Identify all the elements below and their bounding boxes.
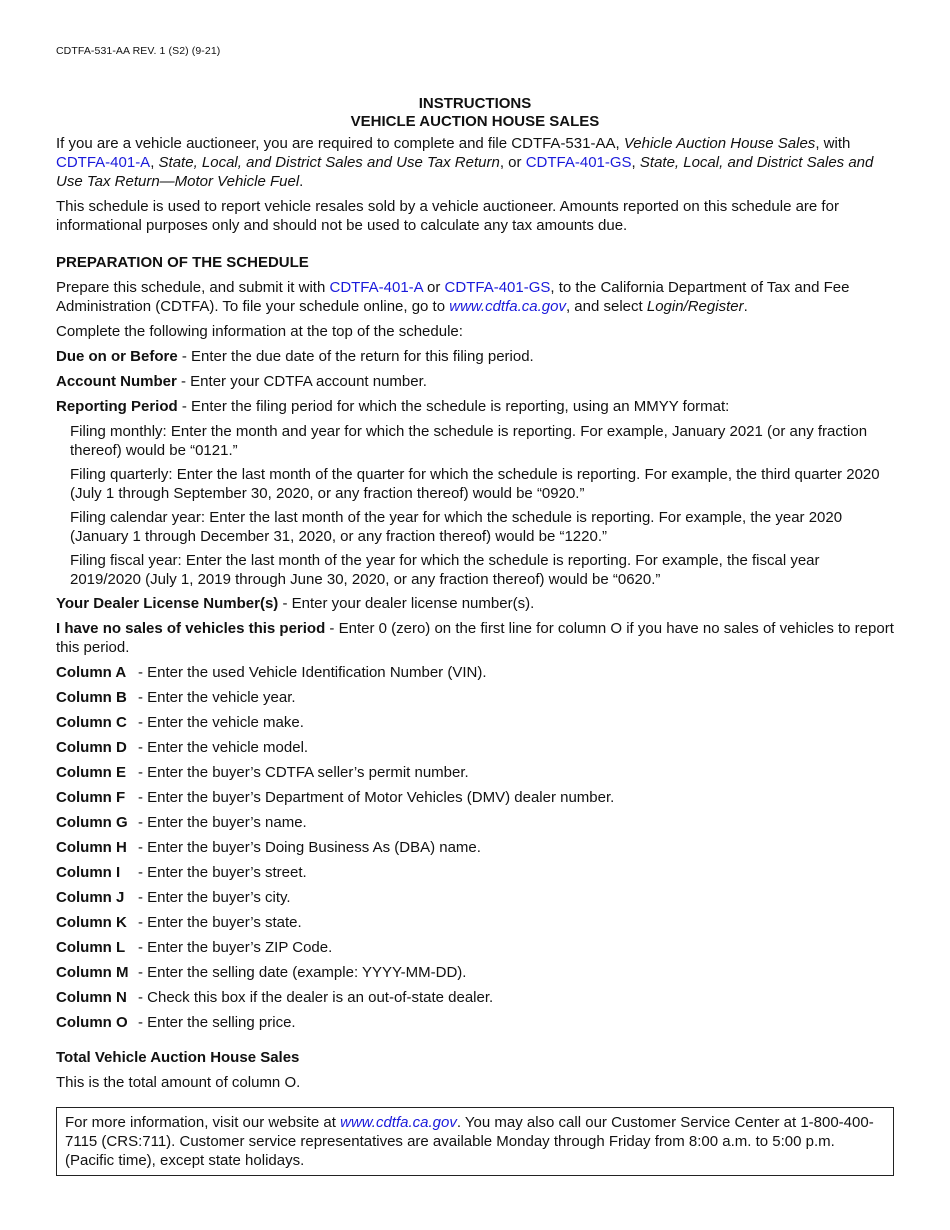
column-text: - Enter the selling price.: [138, 1014, 296, 1031]
no-sales-instruction: [56, 619, 894, 657]
reporting-period-instruction: [56, 397, 894, 416]
link-cdtfa-401-a[interactable]: CDTFA-401-A: [329, 279, 423, 296]
link-website[interactable]: www.cdtfa.ca.gov: [449, 298, 566, 315]
dealer-license-instruction: [56, 594, 894, 613]
column-instruction: [56, 988, 894, 1007]
column-text: - Enter the buyer’s Department of Motor Vehicles (DMV) dealer number.: [138, 789, 615, 806]
intro-form-title: State, Local, and District Sales and Use Tax Return—Motor Vehicle Fuel: [56, 154, 874, 190]
column-text: - Enter the buyer’s street.: [138, 864, 307, 881]
column-label: Column F: [56, 789, 126, 806]
column-instruction: [56, 813, 894, 832]
column-label: Column O: [56, 1014, 128, 1031]
prep-text: Prepare this schedule, and submit it with: [56, 279, 330, 296]
column-text: - Check this box if the dealer is an out-of-state dealer.: [138, 989, 494, 1006]
column-instruction: [56, 913, 894, 932]
intro-form-title: Vehicle Auction House Sales: [623, 135, 816, 152]
column-instruction: [56, 688, 894, 707]
column-label: Column A: [56, 664, 127, 681]
form-id: CDTFA-531-AA REV. 1 (S2) (9-21): [56, 45, 221, 57]
column-label: Column J: [56, 889, 125, 906]
column-label: Column I: [56, 864, 121, 881]
link-website[interactable]: www.cdtfa.ca.gov: [340, 1114, 457, 1131]
intro-text: ,: [150, 154, 159, 171]
reporting-period-label: Reporting Period: [56, 398, 178, 415]
column-text: - Enter the buyer’s name.: [138, 814, 307, 831]
column-text: - Enter the vehicle model.: [138, 739, 309, 756]
no-sales-label: I have no sales of vehicles this period: [56, 620, 326, 637]
prep-text: , and select: [565, 298, 647, 315]
intro-text: .: [299, 173, 304, 190]
intro-text: , with: [815, 135, 851, 152]
column-instruction: [56, 788, 894, 807]
column-label: Column G: [56, 814, 128, 831]
column-instruction: [56, 738, 894, 757]
due-date-text: - Enter the due date of the return for this filing period.: [177, 348, 534, 365]
column-instruction: [56, 1013, 894, 1032]
column-text: - Enter the buyer’s ZIP Code.: [138, 939, 333, 956]
link-cdtfa-401-a[interactable]: CDTFA-401-A: [56, 154, 151, 171]
column-text: - Enter the buyer’s city.: [138, 889, 291, 906]
intro-text: ,: [631, 154, 640, 171]
footer-text: For more information, visit our website at: [65, 1114, 341, 1131]
column-label: Column N: [56, 989, 127, 1006]
prep-text: .: [743, 298, 748, 315]
filing-quarterly: Filing quarterly: Enter the last month of the quarter for which the schedule is reporting. For example, the third quarter 2020 (July 1 through September 30, 2020, or any fraction thereof) would be “0920.”: [70, 466, 880, 502]
column-text: - Enter the used Vehicle Identification Number (VIN).: [138, 664, 487, 681]
filing-calendar-year: Filing calendar year: Enter the last month of the year for which the schedule is reporting. For example, the year 2020 (January 1 through December 31, 2020, or any fraction thereof) would be “1220.”: [70, 509, 843, 545]
column-instruction: [56, 663, 894, 682]
document-title: [56, 95, 894, 130]
reporting-period-text: - Enter the filing period for which the schedule is reporting, using an MMYY format:: [177, 398, 730, 415]
column-text: - Enter the vehicle year.: [138, 689, 296, 706]
prep-paragraph-2: Complete the following information at the top of the schedule:: [56, 323, 463, 340]
account-number-instruction: [56, 372, 894, 391]
account-number-label: Account Number: [56, 373, 177, 390]
dealer-license-label: Your Dealer License Number(s): [56, 595, 279, 612]
prep-text: , to the California Department of Tax and Fee Administration (CDTFA). To file your schedule online, go to: [56, 279, 850, 315]
title-line-1: INSTRUCTIONS: [418, 95, 532, 112]
intro-text: If you are a vehicle auctioneer, you are required to complete and file CDTFA-531-AA,: [56, 135, 624, 152]
column-label: Column B: [56, 689, 127, 706]
content: [56, 95, 894, 1092]
column-instruction: [56, 963, 894, 982]
dealer-license-text: - Enter your dealer license number(s).: [278, 595, 535, 612]
link-cdtfa-401-gs[interactable]: CDTFA-401-GS: [444, 279, 551, 296]
column-text: - Enter the selling date (example: YYYY-MM-DD).: [138, 964, 467, 981]
column-label: Column K: [56, 914, 127, 931]
intro-paragraph-2: This schedule is used to report vehicle resales sold by a vehicle auctioneer. Amounts reported on this schedule are for informational purposes only and should not be used to calculate any tax amounts due.: [56, 198, 839, 234]
column-instruction: [56, 888, 894, 907]
prep-paragraph-1: [56, 278, 894, 316]
filing-monthly: Filing monthly: Enter the month and year for which the schedule is reporting. For example, January 2021 (or any fraction thereof) would be “0121.”: [70, 423, 868, 459]
column-instruction: [56, 863, 894, 882]
login-register-text: Login/Register: [646, 298, 744, 315]
column-instruction: [56, 763, 894, 782]
intro-form-title: State, Local, and District Sales and Use Tax Return: [158, 154, 500, 171]
column-instruction: [56, 838, 894, 857]
column-instruction: [56, 938, 894, 957]
account-number-text: - Enter your CDTFA account number.: [176, 373, 427, 390]
column-label: Column C: [56, 714, 127, 731]
column-text: - Enter the vehicle make.: [138, 714, 304, 731]
link-cdtfa-401-gs[interactable]: CDTFA-401-GS: [525, 154, 632, 171]
column-instructions: [56, 663, 894, 1032]
no-sales-text: - Enter 0 (zero) on the first line for column O if you have no sales of vehicles to report this period.: [56, 620, 894, 656]
column-label: Column H: [56, 839, 127, 856]
column-text: - Enter the buyer’s Doing Business As (DBA) name.: [138, 839, 481, 856]
column-instruction: [56, 713, 894, 732]
column-label: Column E: [56, 764, 126, 781]
due-date-label: Due on or Before: [56, 348, 178, 365]
filing-fiscal-year: Filing fiscal year: Enter the last month of the year for which the schedule is reporting. For example, the fiscal year 2019/2020 (July 1, 2019 through June 30, 2020, or any fraction thereof) would be “0620.”: [70, 552, 820, 588]
intro-paragraph-1: [56, 134, 894, 191]
column-text: - Enter the buyer’s state.: [138, 914, 302, 931]
prep-text: or: [422, 279, 445, 296]
column-label: Column L: [56, 939, 126, 956]
column-label: Column M: [56, 964, 129, 981]
more-info-box: [56, 1107, 894, 1176]
section-heading-preparation: PREPARATION OF THE SCHEDULE: [56, 254, 309, 271]
total-description: This is the total amount of column O.: [56, 1074, 301, 1091]
column-text: - Enter the buyer’s CDTFA seller’s permit number.: [138, 764, 469, 781]
footer-text: . You may also call our Customer Service Center at 1-800-400-7115 (CRS:711). Customer service representatives are available Monday through Friday from 8:00 a.m. to 5:00 p.m. (Pacific time), except state holidays.: [65, 1114, 874, 1169]
section-heading-total: Total Vehicle Auction House Sales: [56, 1049, 300, 1066]
due-date-instruction: [56, 347, 894, 366]
intro-text: , or: [499, 154, 526, 171]
title-line-2: VEHICLE AUCTION HOUSE SALES: [350, 112, 600, 130]
column-label: Column D: [56, 739, 127, 756]
